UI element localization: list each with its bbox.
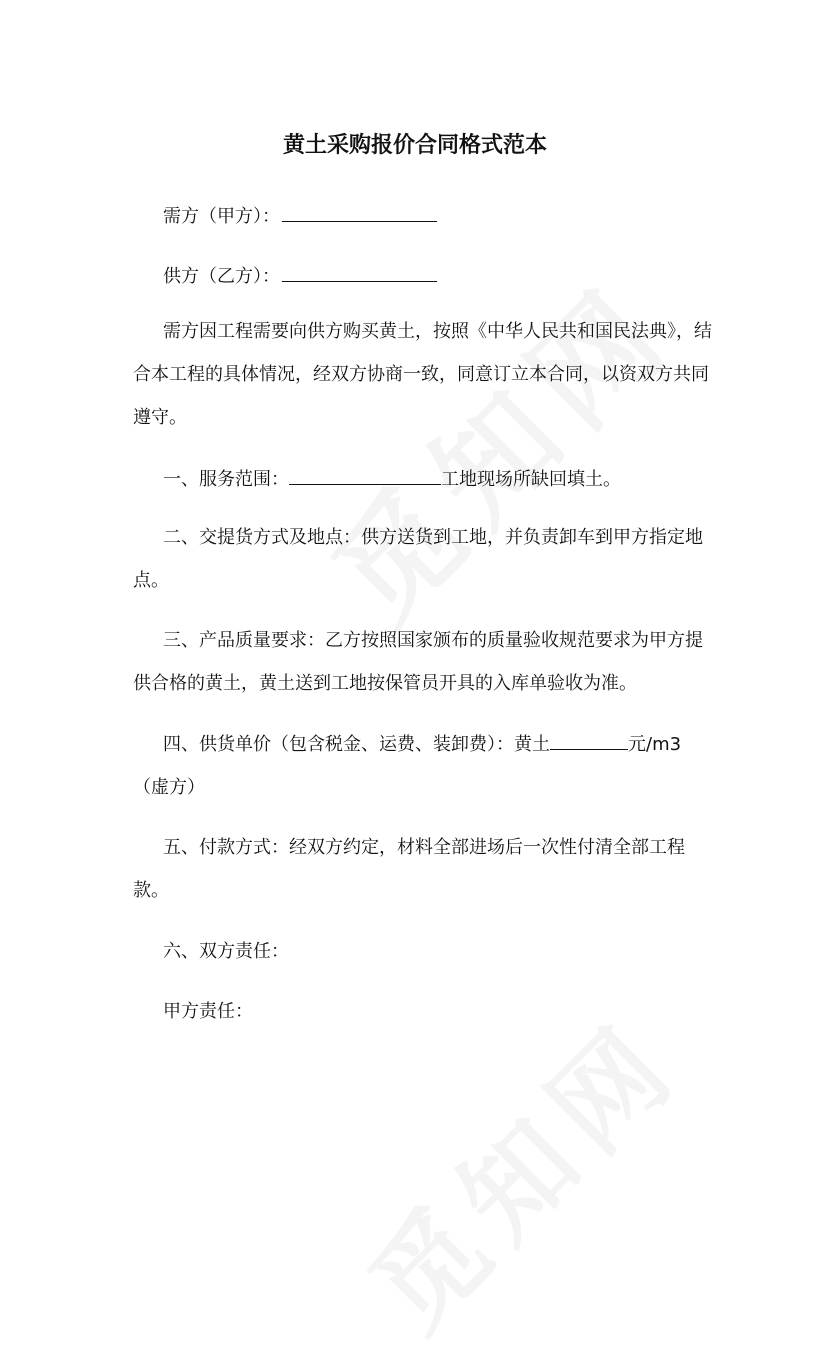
intro-paragraph: 需方因工程需要向供方购买黄土，按照《中华人民共和国民法典》，结合本工程的具体情况，经双方协商一致，同意订立本合同，以资双方共同遵守。 bbox=[133, 321, 712, 428]
clause-4-prefix: 四、供货单价（包含税金、运费、装卸费）：黄土 bbox=[163, 734, 550, 755]
clause-1-suffix: 工地现场所缺回填土。 bbox=[441, 469, 621, 490]
clause-6-heading: 六、双方责任： bbox=[163, 941, 289, 962]
clause-4-suffix: 元/m3（虚方） bbox=[133, 734, 682, 798]
clause-4 bbox=[133, 723, 717, 809]
page-title: 黄土采购报价合同格式范本 bbox=[282, 133, 547, 158]
buyer-blank bbox=[282, 203, 437, 222]
clause-1-prefix: 一、服务范围： bbox=[163, 469, 289, 490]
supplier-label: 供方（乙方）： bbox=[163, 266, 280, 287]
buyer-field bbox=[163, 203, 437, 229]
buyer-label: 需方（甲方）： bbox=[163, 206, 280, 227]
supplier-field bbox=[163, 263, 437, 289]
buyer-duty-heading: 甲方责任： bbox=[163, 1001, 253, 1022]
clause-1-blank bbox=[289, 466, 441, 485]
clause-3: 三、产品质量要求：乙方按照国家颁布的质量验收规范要求为甲方提供合格的黄土，黄土送到工地按保管员开具的入库单验收为准。 bbox=[133, 630, 703, 694]
clause-2: 二、交提货方式及地点：供方送货到工地，并负责卸车到甲方指定地点。 bbox=[133, 527, 703, 591]
supplier-blank bbox=[282, 263, 437, 282]
clause-5: 五、付款方式：经双方约定，材料全部进场后一次性付清全部工程款。 bbox=[133, 837, 685, 901]
watermark bbox=[329, 979, 708, 1358]
clause-4-blank bbox=[550, 731, 628, 750]
clause-1 bbox=[133, 458, 717, 501]
